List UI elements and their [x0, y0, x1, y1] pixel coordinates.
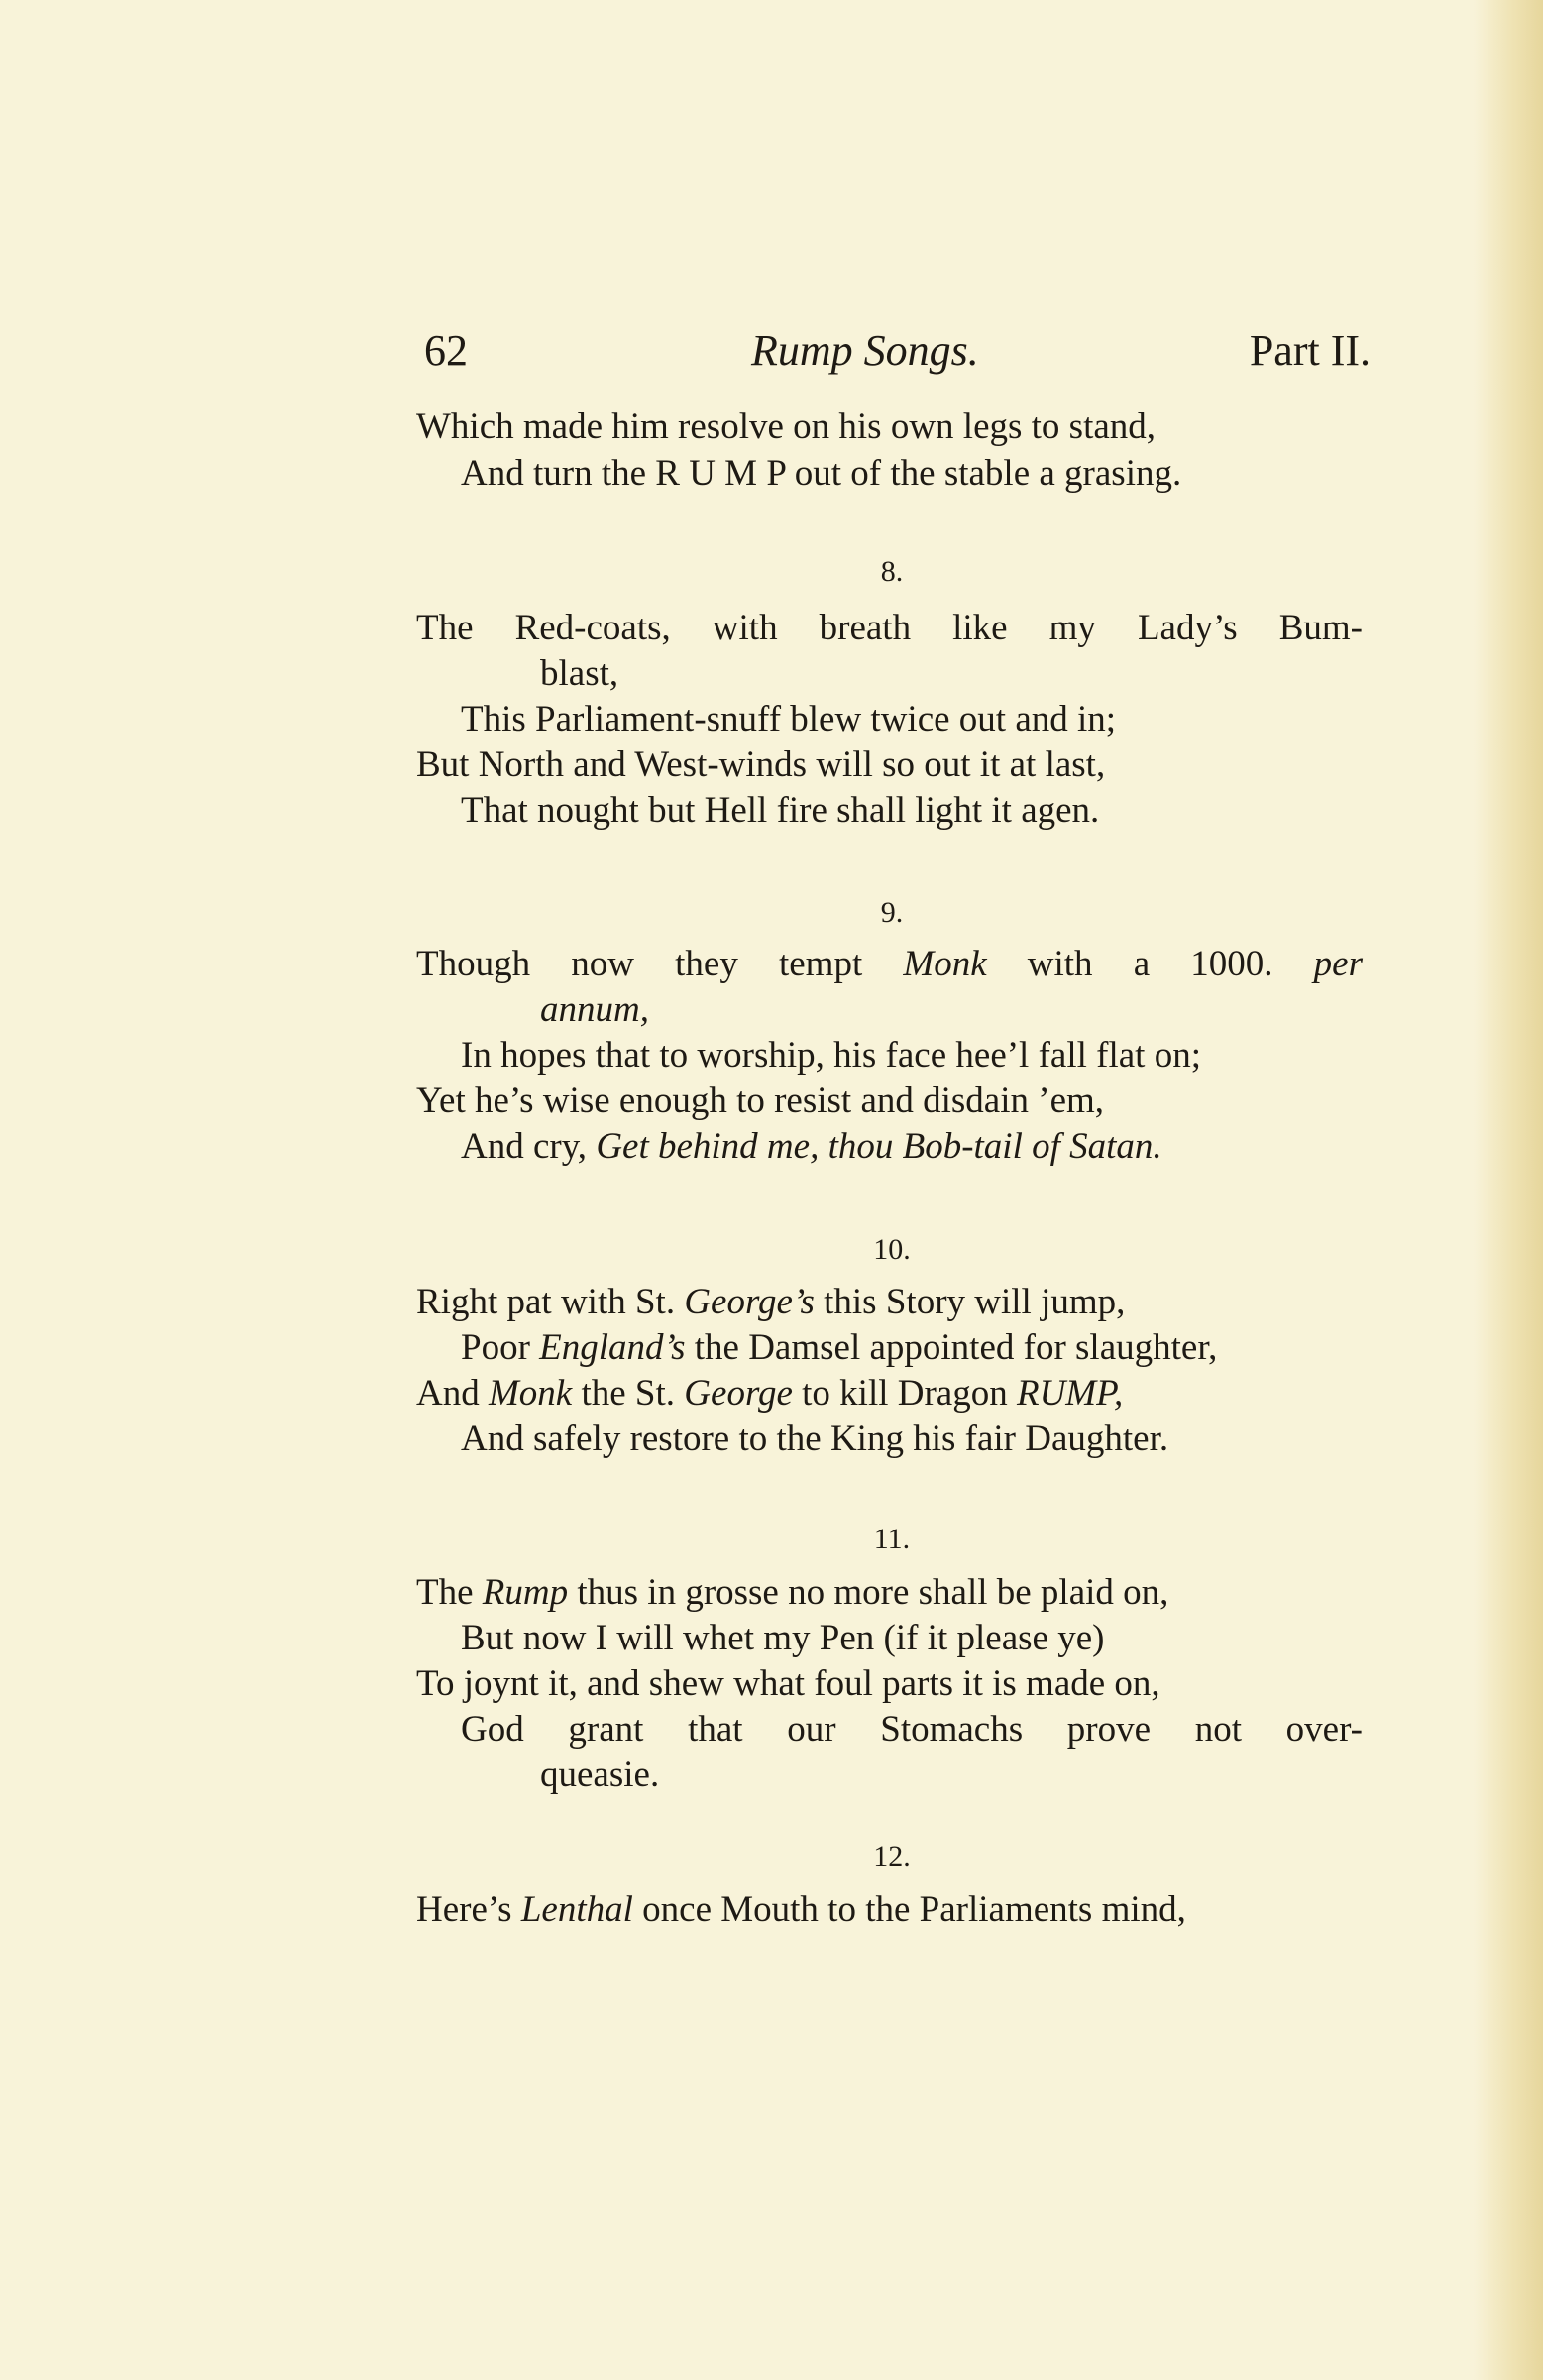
text-run: Though now they tempt [416, 944, 904, 984]
verse-line: This Parliament-snuff blew twice out and in; [461, 699, 1117, 739]
text-run: the St. [572, 1373, 685, 1414]
italic-run: per [1313, 944, 1363, 984]
stanza-number: 10. [873, 1233, 911, 1266]
text-run: with a 1000. [986, 944, 1314, 984]
verse-line: To joynt it, and shew what foul parts it is made on, [416, 1663, 1160, 1704]
italic-run: annum, [540, 989, 649, 1030]
verse-line [461, 1325, 1412, 1371]
verse-line: Yet he’s wise enough to resist and disdain ’em, [416, 1080, 1105, 1121]
text-run: to kill Dragon [792, 1373, 1017, 1414]
verse-line: But North and West-winds will so out it at last, [416, 744, 1106, 785]
text-run: Right pat with St. [416, 1282, 685, 1322]
verse-line [416, 942, 1363, 987]
verse-line: The Red-coats, with breath like my Lady’s Bum- [416, 608, 1363, 648]
italic-run: Rump [482, 1572, 569, 1613]
text-run: The [416, 1572, 483, 1613]
text-run: And cry, [461, 1126, 597, 1167]
text-run: Here’s [416, 1889, 521, 1930]
italic-run: England’s [539, 1327, 686, 1368]
text-run: once Mouth to the Parliaments mind, [632, 1889, 1186, 1930]
text-run: Poor [461, 1327, 540, 1368]
italic-run: Monk [903, 944, 987, 984]
verse-line [540, 987, 1491, 1033]
italic-run: Lenthal [520, 1889, 633, 1930]
verse-line [416, 1570, 1368, 1616]
italic-run: George’s [684, 1282, 815, 1322]
verse-line: blast, [540, 653, 619, 694]
text-run: thus in grosse no more shall be plaid on, [568, 1572, 1169, 1613]
page-number: 62 [424, 326, 468, 375]
verse-line: And safely restore to the King his fair Daughter. [461, 1418, 1169, 1459]
verse-line: God grant that our Stomachs prove not over- [461, 1709, 1363, 1750]
italic-run: George [684, 1373, 793, 1414]
text-run: the Damsel appointed for slaughter, [685, 1327, 1218, 1368]
verse-line [416, 1371, 1368, 1417]
verse-line: Which made him resolve on his own legs to stand, [416, 406, 1157, 447]
stanza-number: 9. [880, 896, 904, 929]
stanza-number: 8. [880, 555, 904, 588]
italic-run: RUMP, [1016, 1373, 1124, 1414]
verse-line: And turn the R U M P out of the stable a grasing. [461, 453, 1182, 494]
italic-run: Monk [488, 1373, 573, 1414]
text-run: this Story will jump, [814, 1282, 1126, 1322]
verse-line: In hopes that to worship, his face hee’l fall flat on; [461, 1035, 1201, 1076]
italic-run: Get behind me, thou Bob-tail of Satan. [596, 1126, 1162, 1167]
text-run: And [416, 1373, 489, 1414]
running-header [424, 325, 1371, 395]
verse-line [416, 1887, 1368, 1933]
part-label: Part II. [1249, 326, 1371, 375]
verse-line: But now I will whet my Pen (if it please ye) [461, 1618, 1105, 1658]
verse-line: queasie. [540, 1755, 660, 1795]
verse-line: That nought but Hell fire shall light it agen. [461, 790, 1100, 831]
verse-line [461, 1124, 1412, 1170]
stanza-number: 11. [873, 1523, 911, 1555]
verse-line [416, 1280, 1368, 1325]
stanza-number: 12. [873, 1840, 911, 1872]
running-title: Rump Songs. [751, 326, 979, 375]
page-edge-shadow [1474, 0, 1543, 2380]
